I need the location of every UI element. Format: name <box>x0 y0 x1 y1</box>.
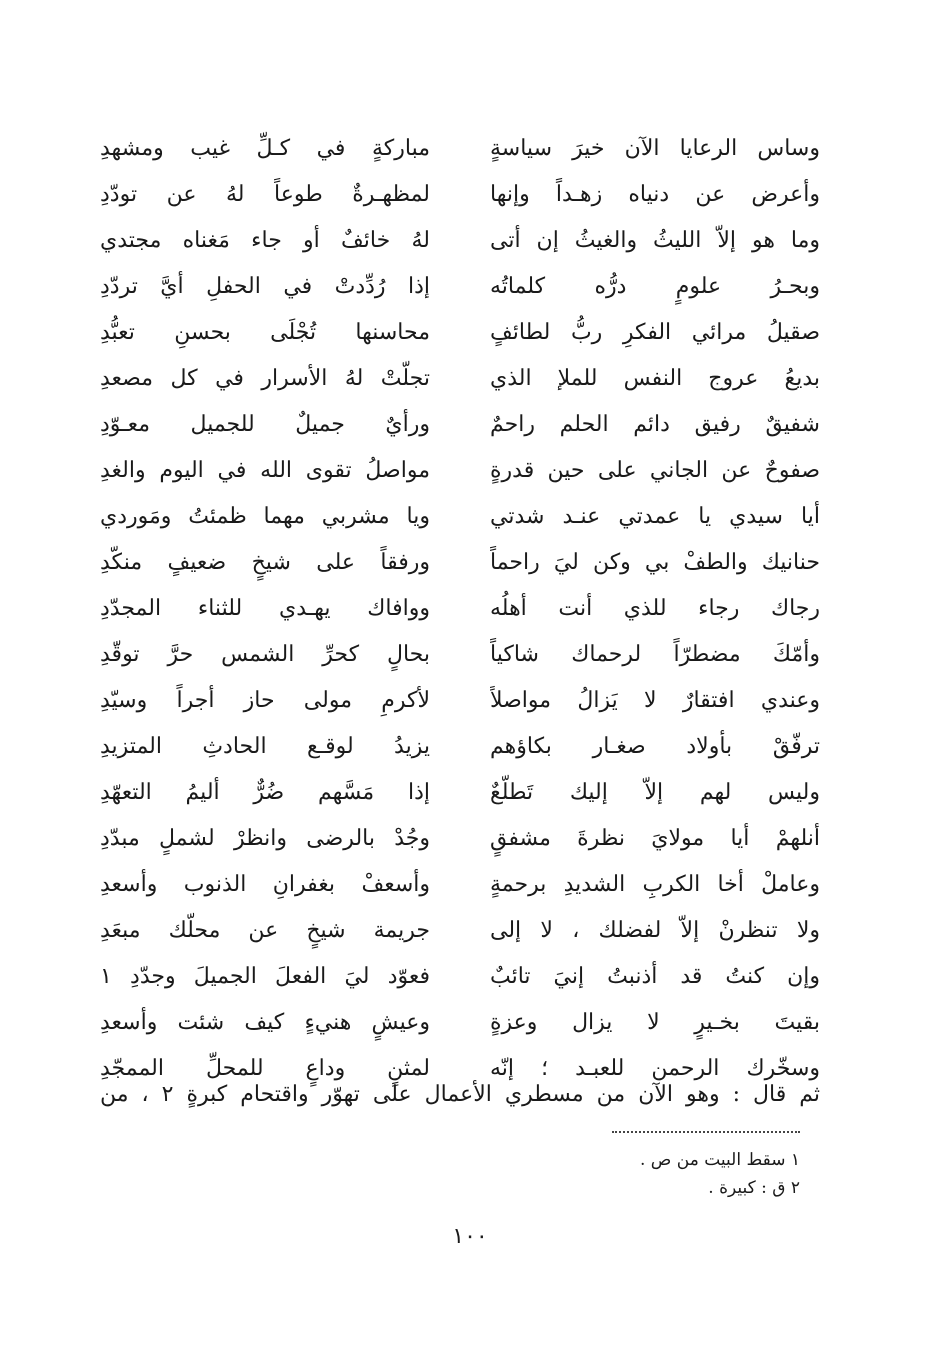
verse-second-hemistich: ووافاك يهـدي للثناء المجدّدِ <box>100 596 430 621</box>
verse-second-hemistich: لمظهـرةٌ طوعاً لهُ عن تودّدِ <box>100 182 430 207</box>
verse-second-hemistich: إذا مَسَّهم ضُرٌّ أليمُ التعهّدِ <box>100 780 430 805</box>
verse-second-hemistich: تجلّتْ لهُ الأسرار في كل مصعدِ <box>100 366 430 391</box>
verse-first-hemistich: وسخّرك الرحمن للعبـد ؛ إنّه <box>490 1056 820 1081</box>
verse <box>100 816 820 862</box>
verse-second-hemistich: مواصلُ تقوى الله في اليوم والغدِ <box>100 458 430 483</box>
verse-first-hemistich: وأمّكَ مضطرّاً لرحماك شاكياً <box>490 642 820 667</box>
verse-second-hemistich: يزيدُ لوقـع الحادثِ المتزيدِ <box>100 734 430 759</box>
verse <box>100 586 820 632</box>
footnote: ٢ ق : كبيرة . <box>708 1178 800 1198</box>
verse-second-hemistich: جريمة شيخٍ عن محلّك مبعَدِ <box>100 918 430 943</box>
verse-second-hemistich: وعيشٍ هنيءٍ كيف شئت وأسعدِ <box>100 1010 430 1035</box>
poem <box>100 126 820 1092</box>
verse-first-hemistich: وأعرض عن دنياه زهـداً وإنها <box>490 182 820 207</box>
verse-second-hemistich: ورفقاً على شيخٍ ضعيفٍ منكّدِ <box>100 550 430 575</box>
verse-first-hemistich: بقيتَ بخـيرٍ لا يزال وعزةٍ <box>490 1010 820 1035</box>
verse <box>100 540 820 586</box>
verse <box>100 264 820 310</box>
verse-first-hemistich: حنانيك والطفْ بي وكن ليَ راحماً <box>490 550 820 575</box>
verse-first-hemistich: أنلهمْ أيا مولايَ نظرةَ مشفقٍ <box>490 826 820 851</box>
footnote: ١ سقط البيت من ص . <box>640 1150 800 1170</box>
verse-second-hemistich: فعوّد ليَ الفعلَ الجميلَ وجدّدِ ١ <box>100 964 430 989</box>
verse-first-hemistich: وليس لهم إلاّ إليك تَطلّعٌ <box>490 780 820 805</box>
verse <box>100 678 820 724</box>
verse-first-hemistich: ترفّقْ بأولاد صغـار بكاؤهم <box>490 734 820 759</box>
verse <box>100 632 820 678</box>
verse <box>100 448 820 494</box>
verse-first-hemistich: رجاك رجاء للذي أنت أهلُه <box>490 596 820 621</box>
prose-line: ثم قال : وهو الآن من مسطري الأعمال على تهوّر واقتحام كبرةٍ ٢ ، من <box>100 1082 820 1107</box>
verse <box>100 770 820 816</box>
verse <box>100 310 820 356</box>
page-number: ١٠٠ <box>452 1224 488 1249</box>
verse <box>100 126 820 172</box>
verse <box>100 494 820 540</box>
verse-second-hemistich: بحالٍ كحرِّ الشمس حرَّ توقّدِ <box>100 642 430 667</box>
verse-first-hemistich: شفيقٌ رفيق دائم الحلم راحمٌ <box>490 412 820 437</box>
verse <box>100 1000 820 1046</box>
verse-first-hemistich: وعندي افتقارٌ لا يَزالُ مواصلاً <box>490 688 820 713</box>
verse-first-hemistich: وعاملْ أخا الكربِ الشديدِ برحمةٍ <box>490 872 820 897</box>
verse-first-hemistich: وبحـرُ علومٍ درُّه كلماتُه <box>490 274 820 299</box>
verse-second-hemistich: لأكرمِ مولى حاز أجراً وسيّدِ <box>100 688 430 713</box>
verse <box>100 908 820 954</box>
verse-second-hemistich: وجُدْ بالرضى وانظرْ لشملٍ مبدّدِ <box>100 826 430 851</box>
verse <box>100 218 820 264</box>
verse-second-hemistich: مباركةٍ في كـلِّ غيب ومشهدِ <box>100 136 430 161</box>
footnote-divider <box>612 1131 800 1133</box>
verse <box>100 862 820 908</box>
verse-first-hemistich: أيا سيدي يا عمدتي عنـد شدتي <box>490 504 820 529</box>
verse-second-hemistich: لمثنٍ وداعٍ للمحلِّ الممجّدِ <box>100 1056 430 1081</box>
verse <box>100 724 820 770</box>
verse-first-hemistich: بديعُ عروج النفس للملإ الذي <box>490 366 820 391</box>
verse <box>100 954 820 1000</box>
verse-first-hemistich: ولا تنظرنْ إلاّ لفضلك ، لا إلى <box>490 918 820 943</box>
verse-second-hemistich: ويا مشربي مهما ظمئتُ ومَوردي <box>100 504 430 529</box>
verse-second-hemistich: وأسعفْ بغفرانِ الذنوب وأسعدِ <box>100 872 430 897</box>
verse <box>100 172 820 218</box>
verse-second-hemistich: ورأيٌ جميلٌ للجميل معـوّدِ <box>100 412 430 437</box>
footnotes <box>640 1146 800 1202</box>
verse-first-hemistich: صفوحٌ عن الجاني على حين قدرةٍ <box>490 458 820 483</box>
verse-second-hemistich: لهُ خائفٌ أو جاء مَغناه مجتدي <box>100 228 430 253</box>
verse <box>100 356 820 402</box>
verse-first-hemistich: وما هو إلاّ الليثُ والغيثُ إن أتى <box>490 228 820 253</box>
verse-first-hemistich: صقيلُ مرائي الفكرِ ربُّ لطائفٍ <box>490 320 820 345</box>
verse <box>100 402 820 448</box>
verse-first-hemistich: وإن كنتُ قد أذنبتُ إنيَ تائبٌ <box>490 964 820 989</box>
verse-second-hemistich: إذا رُدِّدتْ في الحفلِ أيَّ تردّدِ <box>100 274 430 299</box>
verse-first-hemistich: وساس الرعايا الآن خيرَ سياسةٍ <box>490 136 820 161</box>
verse-second-hemistich: محاسنها تُجْلَى بحسنِ تعبُّدِ <box>100 320 430 345</box>
